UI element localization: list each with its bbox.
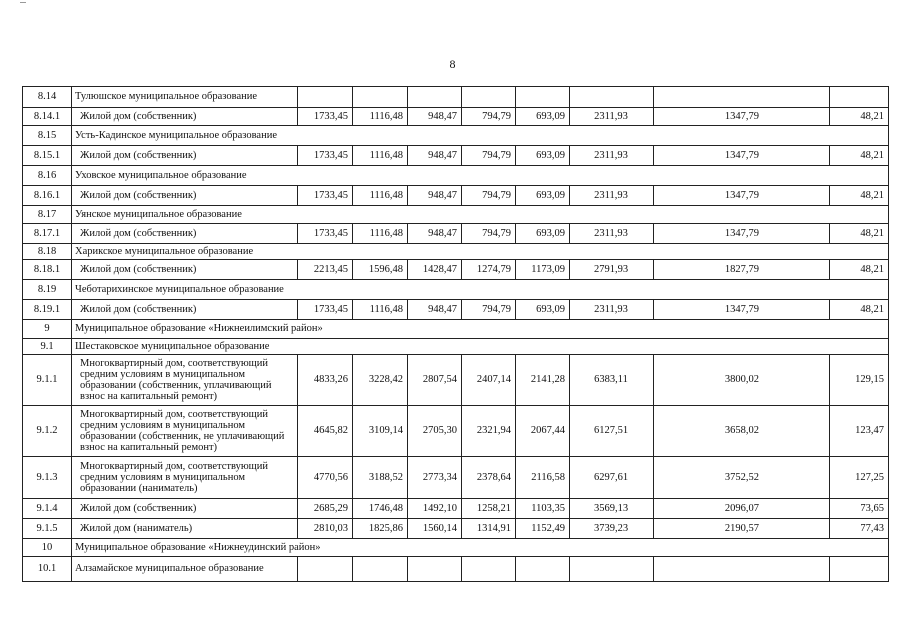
value-cell: 794,79	[462, 300, 516, 320]
value-cell: 693,09	[516, 300, 570, 320]
value-cell: 693,09	[516, 146, 570, 166]
value-cell: 77,43	[830, 519, 889, 539]
empty-cell	[830, 87, 889, 108]
value-cell: 948,47	[408, 186, 462, 206]
row-name: Уховское муниципальное образование	[72, 166, 889, 186]
value-cell: 1152,49	[516, 519, 570, 539]
value-cell: 2311,93	[570, 146, 654, 166]
row-name: Харикское муниципальное образование	[72, 244, 889, 260]
value-cell: 2311,93	[570, 224, 654, 244]
row-name: Жилой дом (собственник)	[72, 260, 298, 280]
value-cell: 127,25	[830, 457, 889, 499]
value-cell: 2378,64	[462, 457, 516, 499]
value-cell: 1492,10	[408, 499, 462, 519]
value-cell: 4833,26	[298, 355, 353, 406]
table-row	[23, 539, 889, 557]
value-cell: 1347,79	[654, 108, 830, 126]
value-cell: 6297,61	[570, 457, 654, 499]
table-row	[23, 280, 889, 300]
value-cell: 1560,14	[408, 519, 462, 539]
value-cell: 948,47	[408, 108, 462, 126]
value-cell: 3188,52	[353, 457, 408, 499]
row-number: 8.16.1	[23, 186, 72, 206]
value-cell: 1116,48	[353, 300, 408, 320]
table-row	[23, 300, 889, 320]
row-name: Уянское муниципальное образование	[72, 206, 889, 224]
value-cell: 1347,79	[654, 186, 830, 206]
row-name: Муниципальное образование «Нижнеудинский район»	[72, 539, 889, 557]
value-cell: 2190,57	[654, 519, 830, 539]
empty-cell	[516, 87, 570, 108]
table-row	[23, 206, 889, 224]
value-cell: 1116,48	[353, 224, 408, 244]
table-row	[23, 406, 889, 457]
table-row	[23, 339, 889, 355]
tariff-table	[22, 86, 889, 582]
value-cell: 1347,79	[654, 300, 830, 320]
row-name: Жилой дом (собственник)	[72, 186, 298, 206]
empty-cell	[462, 557, 516, 582]
row-number: 8.18	[23, 244, 72, 260]
empty-cell	[830, 557, 889, 582]
row-number: 8.18.1	[23, 260, 72, 280]
empty-cell	[353, 87, 408, 108]
value-cell: 2311,93	[570, 108, 654, 126]
empty-cell	[570, 557, 654, 582]
value-cell: 1733,45	[298, 146, 353, 166]
table-row	[23, 108, 889, 126]
value-cell: 1103,35	[516, 499, 570, 519]
value-cell: 948,47	[408, 300, 462, 320]
empty-cell	[298, 87, 353, 108]
value-cell: 129,15	[830, 355, 889, 406]
row-number: 8.15	[23, 126, 72, 146]
value-cell: 948,47	[408, 224, 462, 244]
value-cell: 1173,09	[516, 260, 570, 280]
row-number: 8.17	[23, 206, 72, 224]
value-cell: 1347,79	[654, 146, 830, 166]
value-cell: 2213,45	[298, 260, 353, 280]
value-cell: 1274,79	[462, 260, 516, 280]
empty-cell	[408, 87, 462, 108]
row-number: 8.17.1	[23, 224, 72, 244]
table-row	[23, 457, 889, 499]
empty-cell	[462, 87, 516, 108]
empty-cell	[654, 557, 830, 582]
value-cell: 948,47	[408, 146, 462, 166]
value-cell: 48,21	[830, 300, 889, 320]
row-name: Шестаковское муниципальное образование	[72, 339, 889, 355]
value-cell: 3569,13	[570, 499, 654, 519]
table-row	[23, 186, 889, 206]
value-cell: 6383,11	[570, 355, 654, 406]
value-cell: 1733,45	[298, 186, 353, 206]
value-cell: 48,21	[830, 186, 889, 206]
table-row	[23, 224, 889, 244]
page-number: 8	[449, 57, 456, 71]
value-cell: 2311,93	[570, 186, 654, 206]
value-cell: 2141,28	[516, 355, 570, 406]
row-name: Жилой дом (собственник)	[72, 499, 298, 519]
value-cell: 3658,02	[654, 406, 830, 457]
empty-cell	[298, 557, 353, 582]
row-name: Алзамайское муниципальное образование	[72, 557, 298, 582]
table-row	[23, 499, 889, 519]
value-cell: 2810,03	[298, 519, 353, 539]
value-cell: 3800,02	[654, 355, 830, 406]
value-cell: 48,21	[830, 146, 889, 166]
value-cell: 794,79	[462, 186, 516, 206]
row-name: Многоквартирный дом, соответствующий средним условиям в муниципальном образовании (собственник, уплачивающий взнос на капитальный ремонт)	[72, 355, 298, 406]
value-cell: 693,09	[516, 108, 570, 126]
row-number: 9.1.2	[23, 406, 72, 457]
table-row	[23, 146, 889, 166]
scan-mark	[20, 2, 26, 3]
value-cell: 3109,14	[353, 406, 408, 457]
row-number: 9.1	[23, 339, 72, 355]
value-cell: 794,79	[462, 146, 516, 166]
value-cell: 1116,48	[353, 146, 408, 166]
row-number: 10	[23, 539, 72, 557]
table-row	[23, 557, 889, 582]
table-row	[23, 126, 889, 146]
table-row	[23, 519, 889, 539]
empty-cell	[353, 557, 408, 582]
value-cell: 2407,14	[462, 355, 516, 406]
value-cell: 1733,45	[298, 224, 353, 244]
value-cell: 4645,82	[298, 406, 353, 457]
row-number: 8.19.1	[23, 300, 72, 320]
table-row	[23, 244, 889, 260]
value-cell: 1116,48	[353, 186, 408, 206]
value-cell: 1314,91	[462, 519, 516, 539]
empty-cell	[654, 87, 830, 108]
value-cell: 48,21	[830, 260, 889, 280]
table-row	[23, 166, 889, 186]
value-cell: 48,21	[830, 108, 889, 126]
row-name: Тулюшское муниципальное образование	[72, 87, 298, 108]
row-number: 8.19	[23, 280, 72, 300]
row-number: 8.15.1	[23, 146, 72, 166]
value-cell: 2685,29	[298, 499, 353, 519]
table-row	[23, 320, 889, 339]
value-cell: 2321,94	[462, 406, 516, 457]
row-name: Жилой дом (собственник)	[72, 146, 298, 166]
row-name: Чеботарихинское муниципальное образование	[72, 280, 889, 300]
value-cell: 2807,54	[408, 355, 462, 406]
value-cell: 3228,42	[353, 355, 408, 406]
value-cell: 2116,58	[516, 457, 570, 499]
value-cell: 48,21	[830, 224, 889, 244]
value-cell: 1258,21	[462, 499, 516, 519]
value-cell: 2096,07	[654, 499, 830, 519]
value-cell: 2705,30	[408, 406, 462, 457]
table-row	[23, 87, 889, 108]
value-cell: 693,09	[516, 224, 570, 244]
value-cell: 73,65	[830, 499, 889, 519]
value-cell: 2067,44	[516, 406, 570, 457]
row-number: 9.1.1	[23, 355, 72, 406]
value-cell: 1347,79	[654, 224, 830, 244]
value-cell: 1825,86	[353, 519, 408, 539]
row-name: Усть-Кадинское муниципальное образование	[72, 126, 889, 146]
row-number: 9.1.4	[23, 499, 72, 519]
row-number: 9	[23, 320, 72, 339]
value-cell: 2773,34	[408, 457, 462, 499]
value-cell: 1596,48	[353, 260, 408, 280]
table-row	[23, 260, 889, 280]
empty-cell	[408, 557, 462, 582]
value-cell: 794,79	[462, 108, 516, 126]
empty-cell	[570, 87, 654, 108]
value-cell: 3752,52	[654, 457, 830, 499]
row-name: Многоквартирный дом, соответствующий средним условиям в муниципальном образовании (наниматель)	[72, 457, 298, 499]
row-name: Муниципальное образование «Нижнеилимский район»	[72, 320, 889, 339]
value-cell: 794,79	[462, 224, 516, 244]
row-number: 8.14	[23, 87, 72, 108]
value-cell: 1733,45	[298, 108, 353, 126]
row-number: 8.16	[23, 166, 72, 186]
value-cell: 2791,93	[570, 260, 654, 280]
value-cell: 3739,23	[570, 519, 654, 539]
row-name: Многоквартирный дом, соответствующий средним условиям в муниципальном образовании (собственник, не уплачивающий взнос на капитальный ремонт)	[72, 406, 298, 457]
value-cell: 1746,48	[353, 499, 408, 519]
row-name: Жилой дом (наниматель)	[72, 519, 298, 539]
value-cell: 693,09	[516, 186, 570, 206]
value-cell: 1733,45	[298, 300, 353, 320]
row-number: 8.14.1	[23, 108, 72, 126]
value-cell: 123,47	[830, 406, 889, 457]
row-name: Жилой дом (собственник)	[72, 300, 298, 320]
row-name: Жилой дом (собственник)	[72, 108, 298, 126]
row-number: 10.1	[23, 557, 72, 582]
row-number: 9.1.3	[23, 457, 72, 499]
row-number: 9.1.5	[23, 519, 72, 539]
value-cell: 1827,79	[654, 260, 830, 280]
value-cell: 1428,47	[408, 260, 462, 280]
table-row	[23, 355, 889, 406]
value-cell: 4770,56	[298, 457, 353, 499]
value-cell: 1116,48	[353, 108, 408, 126]
row-name: Жилой дом (собственник)	[72, 224, 298, 244]
value-cell: 6127,51	[570, 406, 654, 457]
empty-cell	[516, 557, 570, 582]
value-cell: 2311,93	[570, 300, 654, 320]
